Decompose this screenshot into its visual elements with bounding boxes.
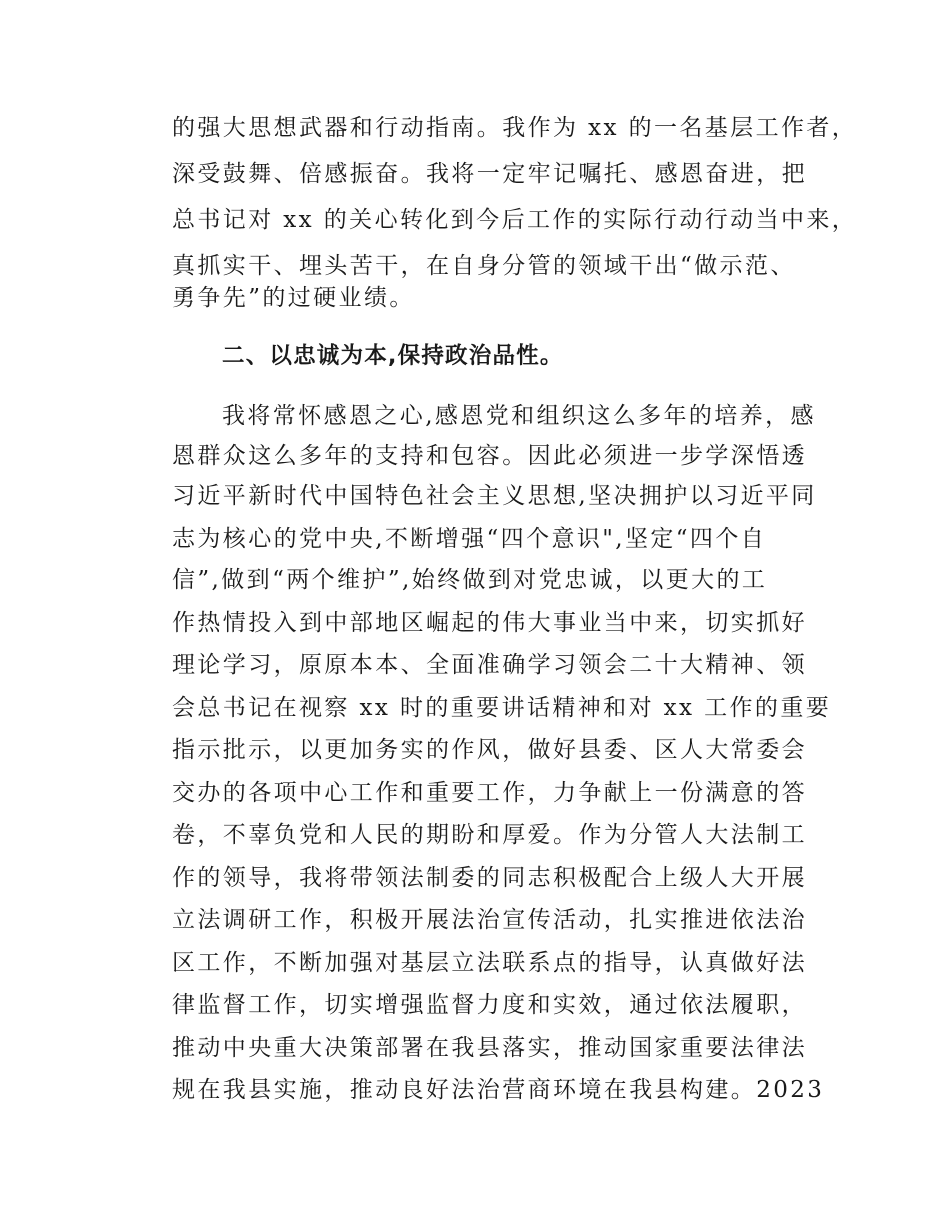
- paragraph-1-line-4: 真抓实干、埋头苦干，在自身分管的领域干出“做示范、: [172, 253, 796, 279]
- paragraph-2-line-3: 习近平新时代中国特色社会主义思想,坚决拥护以习近平同: [172, 483, 817, 509]
- paragraph-2-line-13: 立法调研工作，积极开展法治宣传活动，扎实推进依法治: [172, 907, 807, 933]
- paragraph-2-line-11: 卷，不辜负党和人民的期盼和厚爱。作为分管人大法制工: [172, 822, 807, 848]
- paragraph-1-line-1: 的强大思想武器和行动指南。我作为 xx 的一名基层工作者，: [172, 115, 858, 141]
- paragraph-2-line-5: 信”,做到“两个维护”,始终做到对党忠诚，以更大的工: [172, 567, 768, 593]
- paragraph-2-line-8: 会总书记在视察 xx 时的重要讲话精神和对 xx 工作的重要: [172, 695, 832, 721]
- paragraph-2-line-6: 作热情投入到中部地区崛起的伟大事业当中来，切实抓好: [172, 610, 807, 636]
- paragraph-2-line-12: 作的领导，我将带领法制委的同志积极配合上级人大开展: [172, 865, 807, 891]
- paragraph-1-line-2: 深受鼓舞、倍感振奋。我将一定牢记嘱托、感恩奋进，把: [172, 161, 807, 187]
- paragraph-2-line-9: 指示批示，以更加务实的作风，做好县委、区人大常委会: [172, 737, 807, 763]
- paragraph-1-line-5: 勇争先”的过硬业绩。: [172, 285, 415, 311]
- paragraph-2-line-16: 推动中央重大决策部署在我县落实，推动国家重要法律法: [172, 1035, 807, 1061]
- paragraph-2-line-14: 区工作，不断加强对基层立法联系点的指导，认真做好法: [172, 950, 807, 976]
- paragraph-2-line-10: 交办的各项中心工作和重要工作，力争献上一份满意的答: [172, 780, 807, 806]
- paragraph-1-line-3: 总书记对 xx 的关心转化到今后工作的实际行动行动当中来，: [172, 207, 858, 233]
- paragraph-2-line-4: 志为核心的党中央,不断增强“四个意识",坚定“四个自: [172, 526, 767, 552]
- paragraph-2-line-17: 规在我县实施，推动良好法治营商环境在我县构建。2023: [172, 1077, 825, 1103]
- paragraph-2-line-2: 恩群众这么多年的支持和包容。因此必须进一步学深悟透: [172, 443, 807, 469]
- paragraph-2-line-1: 我将常怀感恩之心,感恩党和组织这么多年的培养，感: [222, 403, 816, 429]
- section-heading: 二、以忠诚为本,保持政治品性。: [222, 343, 564, 369]
- paragraph-2-line-7: 理论学习，原原本本、全面准确学习领会二十大精神、领: [172, 652, 807, 678]
- paragraph-2-line-15: 律监督工作，切实增强监督力度和实效，通过依法履职，: [172, 992, 807, 1018]
